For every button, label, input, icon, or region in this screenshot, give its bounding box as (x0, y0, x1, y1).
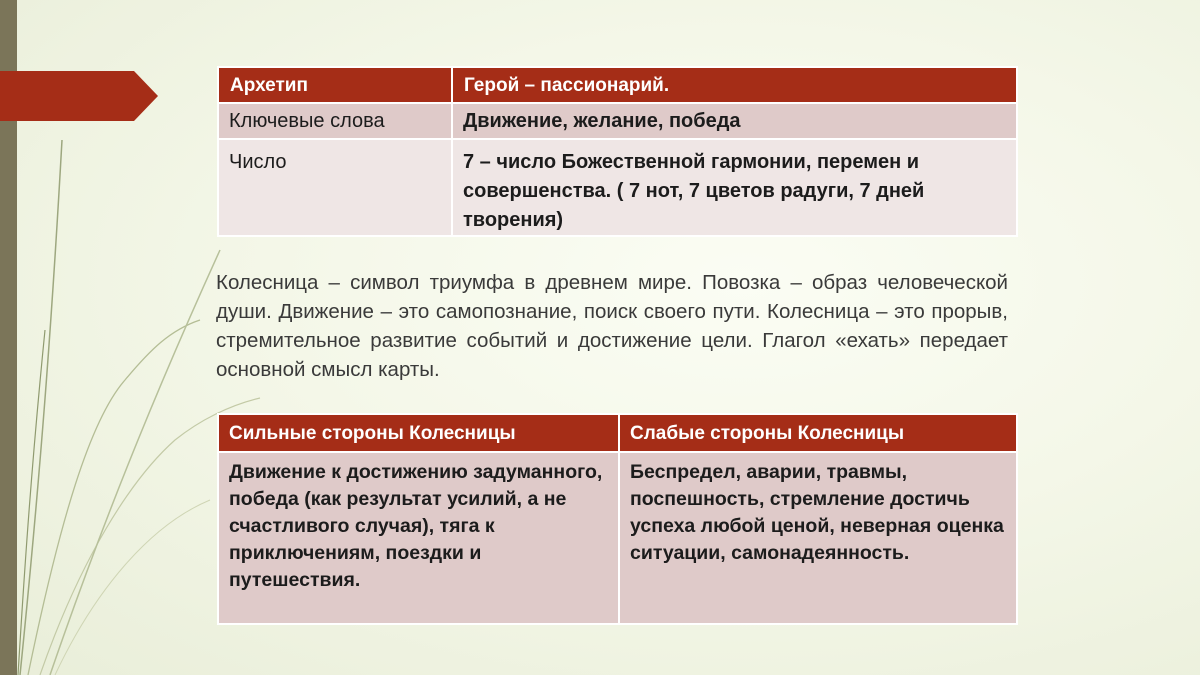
number-value: 7 – число Божественной гармонии, перемен и совершенства. ( 7 нот, 7 цветов радуги, 7 дней творения) (452, 139, 1017, 236)
description-paragraph: Колесница – символ триумфа в древнем мире. Повозка – образ человеческой души. Движение – это самопознание, поиск своего пути. Колесница – это прорыв, стремительное развитие событий и достижение цели. Глагол «ехать» передает основной смысл карты. (216, 271, 1008, 381)
archetype-value: Герой – пассионарий. (452, 67, 1017, 103)
strengths-header: Сильные стороны Колесницы (218, 414, 619, 452)
archetype-label: Архетип (218, 67, 452, 103)
sw-body-row (218, 452, 1017, 624)
weaknesses-text: Беспредел, аварии, травмы, поспешность, стремление достичь успеха любой ценой, неверная оценка ситуации, самонадеянность. (619, 452, 1017, 624)
sw-header-row (218, 414, 1017, 452)
number-label: Число (218, 139, 452, 236)
keywords-value: Движение, желание, победа (452, 103, 1017, 139)
keywords-label: Ключевые слова (218, 103, 452, 139)
weaknesses-header: Слабые стороны Колесницы (619, 414, 1017, 452)
arrow-tab-decoration (0, 71, 158, 121)
archetype-table (217, 66, 1018, 237)
keywords-row (218, 103, 1017, 139)
number-row (218, 139, 1017, 236)
strengths-weaknesses-table (217, 413, 1018, 625)
archetype-header-row (218, 67, 1017, 103)
strengths-text: Движение к достижению задуманного, победа (как результат усилий, а не счастливого случая), тяга к приключениям, поездки и путешествия. (218, 452, 619, 624)
